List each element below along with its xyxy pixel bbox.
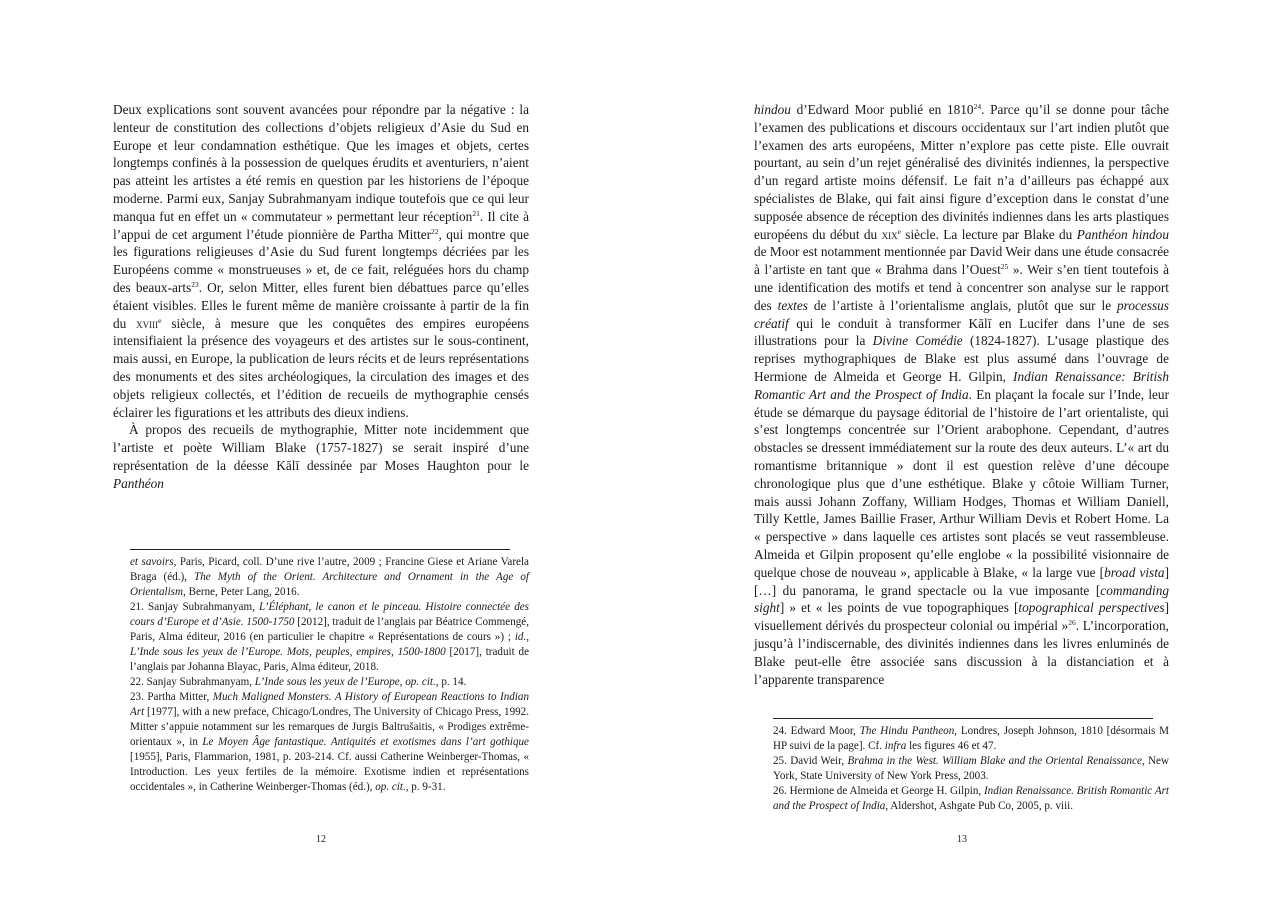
italic-span: Divine Comédie (872, 333, 963, 349)
text-span: 22. Sanjay Subrahmanyam, (130, 676, 255, 688)
text-span: . Il cite à l’appui de cet argument l’étude pionnière de Partha Mitter (113, 208, 530, 242)
left-main-text (113, 101, 529, 493)
note-call: 24 (973, 102, 982, 111)
right-footnotes (773, 724, 1169, 814)
italic-span: Much Maligned Monsters. A History of European Reactions to Indian Art (130, 691, 529, 718)
italic-span: The Hindu Pantheon (859, 725, 955, 737)
note-call: e (158, 315, 162, 325)
small-caps-span: xix (881, 226, 898, 242)
right-page (641, 0, 1282, 904)
text-span: . L’incorporation, jusqu’à l’indiscernable, des divinités indiennes dans les livres enluminés de Blake peut-elle être associée sans discussion à la distanciation et à l’apparente transparence (754, 618, 1169, 687)
note-call: 22 (431, 226, 439, 236)
italic-span: Indian Renaissance: British Romantic Art and the Prospect of India (754, 368, 1169, 402)
paragraph (113, 421, 529, 492)
text-span: ] […] du panorama, le grand spectacle ou la vue imposante [ (754, 564, 1169, 598)
footnote (773, 784, 1169, 814)
text-span: 26. Hermione de Almeida et George H. Gilpin, (773, 785, 984, 797)
paragraph (754, 101, 1169, 688)
footnote (773, 724, 1169, 754)
text-span: , Paris, Picard, coll. D’une rive l’autre, 2009 ; Francine Giese et Ariane Varela Braga (éd.), (130, 556, 529, 583)
italic-span: broad vista (1104, 564, 1165, 580)
text-span: , New York, State University of New York Press, 2003. (773, 755, 1169, 782)
text-span: de Moor est notamment mentionnée par David Weir dans une étude consacrée à l’artiste en tant que « Brahma dans l’Ouest (754, 244, 1169, 278)
text-span: , (526, 631, 529, 643)
footnote (130, 555, 529, 600)
italic-span: Panthéon (113, 475, 164, 491)
text-span: . En plaçant la focale sur l’Inde, leur étude se démarque du paysage éditorial de l’histoire de l’art orientaliste, qui s’est longtemps concentrée sur l’Orient arabophone. Cependant, d’autres obstacles se dressent immédiatement sur la route des deux auteurs. L’« art du romantisme britannique » dont il est question relève d’une découpe chronologique plus que d’une esthétique. Blake y côtoie William Turner, mais aussi Johann Zoffany, William Hodges, Thomas et William Daniell, Tilly Kettle, James Baillie Fraser, Arthur William Devis et Robert Home. La « perspective » dans laquelle ces artistes sont placés se veut rassembleuse. Almeida et Gilpin proposent qu’elle englobe « la possibilité visionnaire de quelque chose de nouveau », applicable à Blake, « la large vue [ (754, 386, 1170, 580)
text-span: 21. Sanjay Subrahmanyam, (130, 601, 260, 613)
text-span: qui le conduit à transformer Kālī en Lucifer dans l’une de ses illustrations pour la (754, 315, 1169, 349)
text-span: [1977], with a new preface, Chicago/Londres, The University of Chicago Press, 1992. Mitter s’appuie notamment sur les remarques de Jurgis Baltrušaitis, « Prodiges extrême-orientaux », in (130, 706, 529, 748)
italic-span: The Myth of the Orient. Architecture and Ornament in the Age of Orientalism (130, 571, 529, 598)
italic-span: commanding sight (754, 582, 1169, 616)
text-span: , Londres, Joseph Johnson, 1810 [désormais M HP suivi de la page]. Cf. (773, 725, 1170, 752)
text-span: ». Weir s’en tient toutefois à une identification des motifs et tend à concentrer son analyse sur le rapport des (754, 262, 1169, 313)
text-span: ] visuellement dérivés du prospecteur colonial ou impérial » (754, 600, 1169, 634)
footnote (773, 754, 1169, 784)
text-span: , p. 9-31. (405, 781, 446, 793)
text-span: les figures 46 et 47. (906, 740, 997, 752)
text-span: À propos des recueils de mythographie, Mitter note incidemment que l’artiste et poète William Blake (1757-1827) se serait inspiré d’une représentation de la déesse Kālī dessinée par Moses Haughton pour le (113, 422, 529, 473)
left-footnotes (130, 555, 529, 795)
italic-span: op. cit. (375, 781, 406, 793)
right-footnote-rule (773, 718, 1153, 719)
italic-span: L’Éléphant, le canon et le pinceau. Histoire connectée des cours d’Europe et d’Asie. 1500-1750 (130, 601, 529, 628)
right-main-text (754, 101, 1169, 688)
italic-span: processus créatif (754, 297, 1169, 331)
italic-span: Indian Renaissance. British Romantic Art and the Prospect of India (773, 785, 1169, 812)
note-call: 21 (472, 208, 480, 218)
italic-span: Le Moyen Âge fantastique. Antiquités et exotismes dans l’art gothique (202, 736, 529, 748)
note-call: 23 (191, 279, 199, 289)
text-span: [2017], traduit de l’anglais par Johanna Blayac, Paris, Alma éditeur, 2018. (130, 646, 529, 673)
text-span: , qui montre que les figurations religieuses d’Asie du Sud furent longtemps décriées par les Européens comme « monstrueuses » et, de ce fait, reléguées hors du champ des beaux-arts (113, 226, 530, 295)
text-span: siècle. La lecture par Blake du (900, 226, 1077, 242)
italic-span: infra (884, 740, 907, 752)
paragraph (113, 101, 529, 421)
footnote (130, 690, 529, 795)
note-call: 26 (1068, 618, 1076, 628)
page-number-right: 13 (957, 834, 967, 845)
text-span: siècle, à mesure que les conquêtes des empires européens intensifiaient la présence des voyageurs et des artistes sur le sous-continent, mais aussi, en Europe, la publication de leurs récits et de leurs représentations des monuments et des sites archéologiques, la circulation des images et des objets religieux collectés, et l’édition de recueils de mythographie censés éclairer les figurations et les attributs des dieux indiens. (113, 315, 530, 420)
note-call: e (897, 226, 901, 236)
italic-span: et savoirs (130, 556, 174, 568)
italic-span: Panthéon hindou (1076, 226, 1169, 242)
italic-span: op. cit. (405, 676, 436, 688)
text-span: ] » et « les points de vue topographiques [ (779, 600, 1019, 616)
text-span: 24. Edward Moor, (773, 725, 860, 737)
footnote (130, 600, 529, 675)
text-span: . Parce qu’il se donne pour tâche l’examen des publications et discours occidentaux sur l’art indien plutôt que l’examen des arts européens, Mitter n’explore pas cette piste. Elle ouvrait pourtant, au sein d’un rejet généralisé des divinités indiennes, la perspective d’un regard artiste moins défensif. Le fait n’a d’ailleurs pas échappé aux spécialistes de Blake, qui fait ainsi figure d’exception dans le constat d’une supposée absence de réception des divinités indiennes dans les arts plastiques européens du début du (754, 102, 1170, 242)
italic-span: hindou (754, 102, 791, 117)
italic-span: Brahma in the West. William Blake and the Oriental Renaissance (847, 755, 1142, 767)
text-span: . Or, selon Mitter, elles furent bien débattues parce qu’elles étaient visibles. Elles le furent même de manière croissante à partir de la fin du (113, 279, 529, 331)
small-caps-span: xviii (136, 315, 159, 331)
text-span: [1955], Paris, Flammarion, 1981, p. 203-214. Cf. aussi Catherine Weinberger-Thomas, « Introduction. Les yeux fertiles de la mémoire. Exotisme indien et représentations occidentales », in Catherine Weinberger-Thomas (éd.), (130, 751, 529, 793)
italic-span: topographical perspectives (1018, 600, 1165, 616)
text-span: (1824-1827). L’usage plastique des reprises mythographiques de Blake est plus assumé dans l’ouvrage de Hermione de Almeida et George H. Gilpin, (754, 333, 1169, 384)
text-span: de l’artiste à l’orientalisme anglais, plutôt que sur le (807, 297, 1118, 313)
text-span: 23. Partha Mitter, (130, 691, 213, 703)
left-footnote-rule (130, 549, 510, 550)
note-call: 25 (1000, 262, 1009, 272)
italic-span: L’Inde sous les yeux de l’Europe (254, 676, 400, 688)
italic-span: textes (777, 297, 808, 313)
text-span: Deux explications sont souvent avancées pour répondre par la négative : la lenteur de constitution des collections d’objets religieux d’Asie du Sud en Europe et leur condamnation esthétique. Que les images et objets, certes longtemps confinés à la possession de quelques érudits et aventuriers, n’aient pas atteint les artistes a été remis en question par les historiens de l’époque moderne. Parmi eux, Sanjay Subrahmanyam indique toutefois que ce qui leur manqua fut en effet un « commutateur » permettant leur réception (113, 102, 529, 224)
text-span: , (399, 676, 406, 688)
page-number-left: 12 (316, 834, 326, 845)
text-span: , Aldershot, Ashgate Pub Co, 2005, p. viii. (885, 800, 1074, 812)
text-span: , p. 14. (435, 676, 467, 688)
text-span: , Berne, Peter Lang, 2016. (183, 586, 300, 598)
text-span: 25. David Weir, (773, 755, 848, 767)
italic-span: L’Inde sous les yeux de l’Europe. Mots, peuples, empires, 1500-1800 (130, 646, 446, 658)
text-span: d’Edward Moor publié en 1810 (790, 102, 974, 117)
italic-span: id. (514, 631, 527, 643)
text-span: [2012], traduit de l’anglais par Béatrice Commengé, Paris, Alma éditeur, 2016 (en particulier le chapitre « Représentations de cours ») ; (130, 616, 529, 643)
footnote (130, 675, 529, 690)
